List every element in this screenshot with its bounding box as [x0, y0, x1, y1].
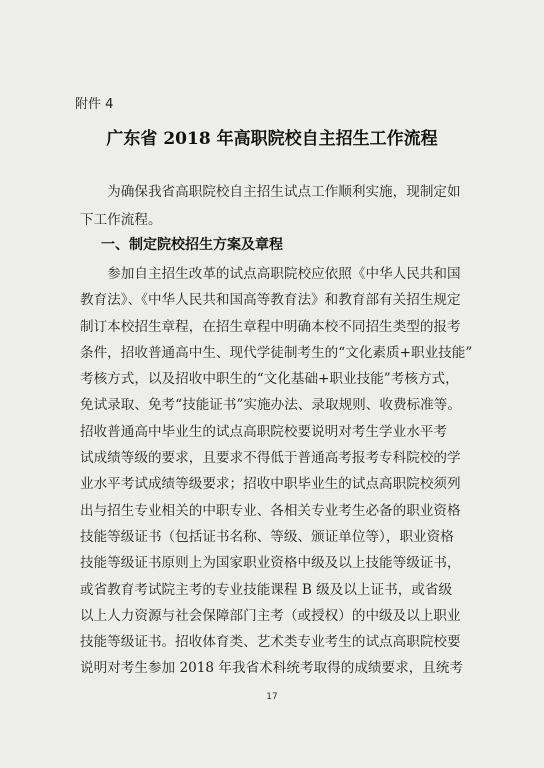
attachment-label: 附件 4 [75, 97, 114, 112]
section-heading: 一、制定院校招生方案及章程 [101, 237, 283, 253]
section-body-paragraph: 参加自主招生改革的试点高职院校应依照《中华人民共和国 教育法》、《中华人民共和国高等教育法》和教育部有关招生规定 制订本校招生章程，在招生章程中明确本校不同招生类型的报考 条件，招收普通高中生、现代学徒制考生的“文化素质+职业技能” 考核方式，以及招收中职生的“文化基础+职业技能”考核方式， 免试录取、免考“技能证书”实施办法、录取规则、收费标准等。 招收普通高中毕业生的试点高职院校要说明对考生学业水平考 试成绩等级的要求，且要求不得低于普通高考报考专科院校的学 业水平考试成绩等级要求；招收中职毕业生的试点高职院校须列 出与招生专业相关的中职专业、各相关专业考生必备的职业资格 技能等级证书（包括证书名称、等级、颁证单位等），职业资格 技能等级证书原则上为国家职业资格中级及以上技能等级证书， 或省教育考试院主考的专业技能课程 B 级及以上证书，或省级 以上人力资源与社会保障部门主考（或授权）的中级及以上职业 技能等级证书。招收体育类、艺术类专业考生的试点高职院校要 说明对考生参加 2018 年我省术科统考取得的成绩要求，且统考 [80, 266, 473, 677]
intro-paragraph: 为确保我省高职院校自主招生试点工作顺利实施，现制定如 下工作流程。 [80, 184, 461, 228]
page-number: 17 [266, 692, 278, 702]
document-title: 广东省 2018 年高职院校自主招生工作流程 [106, 129, 438, 149]
